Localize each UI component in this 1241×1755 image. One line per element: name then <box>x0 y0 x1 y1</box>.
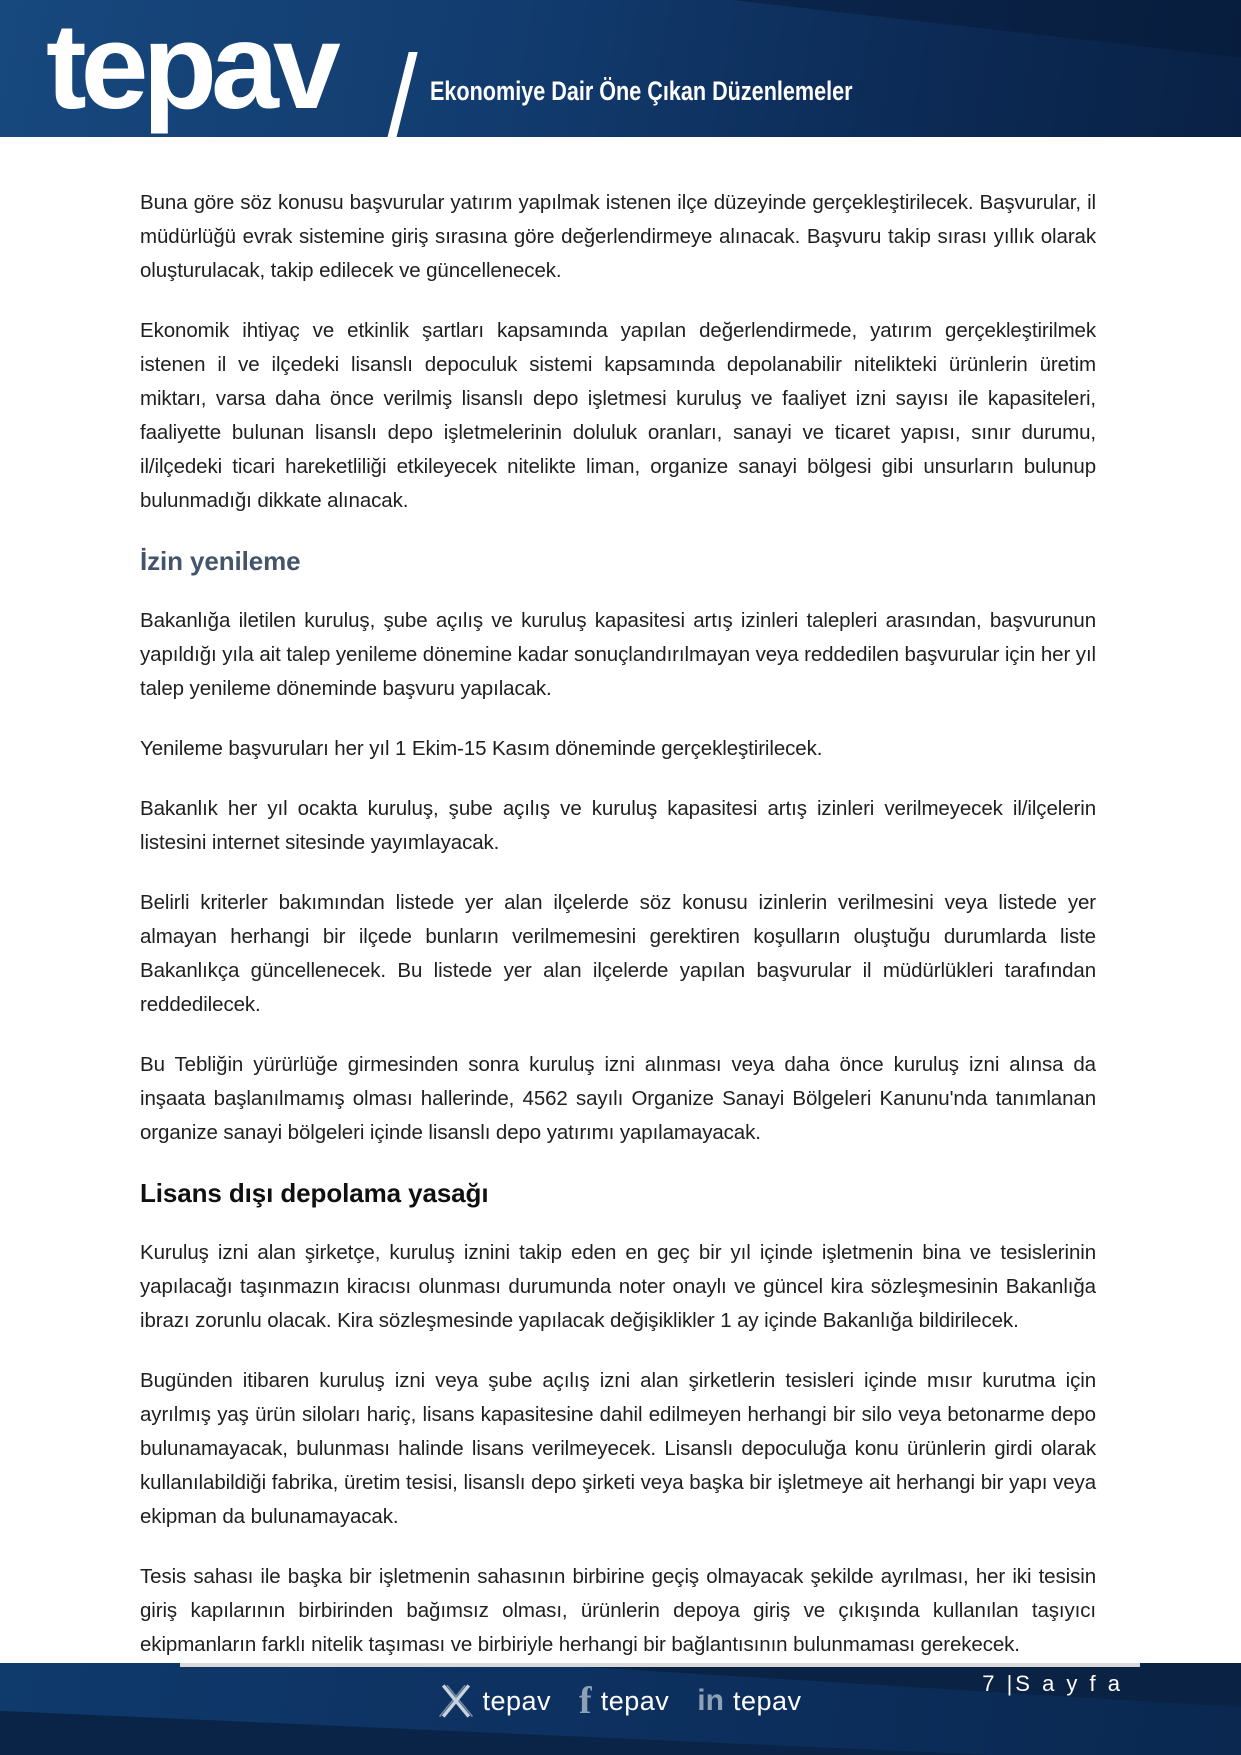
document-paragraph: Bakanlık her yıl ocakta kuruluş, şube açılış ve kuruluş kapasitesi artış izinleri verilmeyecek il/ilçelerin listesini internet sitesinde yayımlayacak. <box>140 797 1096 854</box>
document-paragraph: Buna göre söz konusu başvurular yatırım yapılmak istenen ilçe düzeyinde gerçekleştirilecek. Başvurular, il müdürlüğü evrak sistemine giriş sırasına göre değerlendirmeye alınacak. Başvuru takip sırası yıllık olarak oluşturulacak, takip edilecek ve güncellenecek. <box>140 191 1096 282</box>
document-paragraph: Tesis sahası ile başka bir işletmenin sahasının birbirine geçiş olmayacak şekilde ayrılması, her iki tesisin giriş kapılarının birbirinden bağımsız olması, ürünlerin depoya giriş ve çıkışında kullanılan taşıyıcı ekipmanların farklı nitelik taşıması ve birbiriyle herhangi bir bağlantısının bulunmaması gerekecek. <box>140 1565 1096 1656</box>
footer-top-divider <box>180 1663 1140 1667</box>
document-paragraph: Yenileme başvuruları her yıl 1 Ekim-15 Kasım döneminde gerçekleştirilecek. <box>140 737 823 760</box>
facebook-link[interactable] <box>579 1681 669 1721</box>
x-twitter-icon <box>439 1682 473 1720</box>
document-paragraph: Bu Tebliğin yürürlüğe girmesinden sonra kuruluş izni alınması veya daha önce kuruluş izni alınsa da inşaata başlanılmamış olması hallerinde, 4562 sayılı Organize Sanayi Bölgeleri Kanunu'nda tanımlanan organize sanayi bölgeleri içinde lisanslı depo yatırımı yapılamayacak. <box>140 1053 1096 1144</box>
document-paragraph: Belirli kriterler bakımından listede yer alan ilçelerde söz konusu izinlerin verilmesini veya listede yer almayan herhangi bir ilçede bunların verilmemesini gerektiren koşulların oluştuğu durumlarda liste Bakanlıkça güncellenecek. Bu listede yer alan ilçelerde yapılan başvurular il müdürlükleri tarafından reddedilecek. <box>140 891 1096 1016</box>
document-paragraph: Bugünden itibaren kuruluş izni veya şube açılış izni alan şirketlerin tesisleri içinde mısır kurutma için ayrılmış yaş ürün siloları hariç, lisans kapasitesine dahil edilmeyen herhangi bir silo veya betonarme depo bulunamayacak, bulunması halinde lisans verilmeyecek. Lisanslı depoculuğa konu ürünlerin girdi olarak kullanılabildiği fabrika, üretim tesisi, lisanslı depo şirketi veya başka bir işletmeye ait herhangi bir yapı veya ekipman da bulunamayacak. <box>140 1369 1096 1528</box>
logo-slash <box>387 52 417 138</box>
document-paragraph: Bakanlığa iletilen kuruluş, şube açılış ve kuruluş kapasitesi artış izinleri talepleri arasından, başvurunun yapıldığı yıla ait talep yenileme dönemine kadar sonuçlandırılmayan veya reddedilen başvurular için her yıl talep yenileme döneminde başvuru yapılacak. <box>140 609 1096 700</box>
tepav-logo: tepav <box>46 0 335 134</box>
section-heading-izin-yenileme: İzin yenileme <box>140 546 301 576</box>
document-content <box>140 186 1096 1688</box>
page-number: 7 |S a y f a <box>982 1671 1123 1696</box>
x-twitter-link[interactable] <box>439 1681 551 1721</box>
x-twitter-label: tepav <box>482 1686 552 1716</box>
facebook-label: tepav <box>600 1686 670 1716</box>
section-heading-lisans-disi-depolama: Lisans dışı depolama yasağı <box>140 1178 489 1208</box>
document-paragraph: Ekonomik ihtiyaç ve etkinlik şartları kapsamında yapılan değerlendirmede, yatırım gerçekleştirilmek istenen il ve ilçedeki lisanslı depoculuk sistemi kapsamında depolanabilir nitelikteki ürünlerin üretim miktarı, varsa daha önce verilmiş lisanslı depo işletmesi kuruluş ve faaliyet izni sayısı ile kapasiteleri, faaliyette bulunan lisanslı depo işletmelerinin doluluk oranları, sanayi ve ticaret yapısı, sınır durumu, il/ilçedeki ticari hareketliliği etkileyecek nitelikte liman, organize sanayi bölgesi gibi unsurların bulunup bulunmadığı dikkate alınacak. <box>140 319 1096 512</box>
facebook-icon: f <box>579 1680 592 1722</box>
header-tagline: Ekonomiye Dair Öne Çıkan Düzenlemeler <box>430 76 853 106</box>
linkedin-label: tepav <box>732 1686 802 1716</box>
page-footer <box>0 1663 1241 1755</box>
linkedin-icon: in <box>697 1684 724 1717</box>
document-paragraph: Kuruluş izni alan şirketçe, kuruluş iznini takip eden en geç bir yıl içinde işletmenin bina ve tesislerinin yapılacağı taşınmazın kiracısı olunması durumunda noter onaylı ve güncel kira sözleşmesinin Bakanlığa ibrazı zorunlu olacak. Kira sözleşmesinde yapılacak değişiklikler 1 ay içinde Bakanlığa bildirilecek. <box>140 1241 1096 1332</box>
linkedin-link[interactable] <box>697 1681 801 1721</box>
page-header <box>0 0 1241 137</box>
